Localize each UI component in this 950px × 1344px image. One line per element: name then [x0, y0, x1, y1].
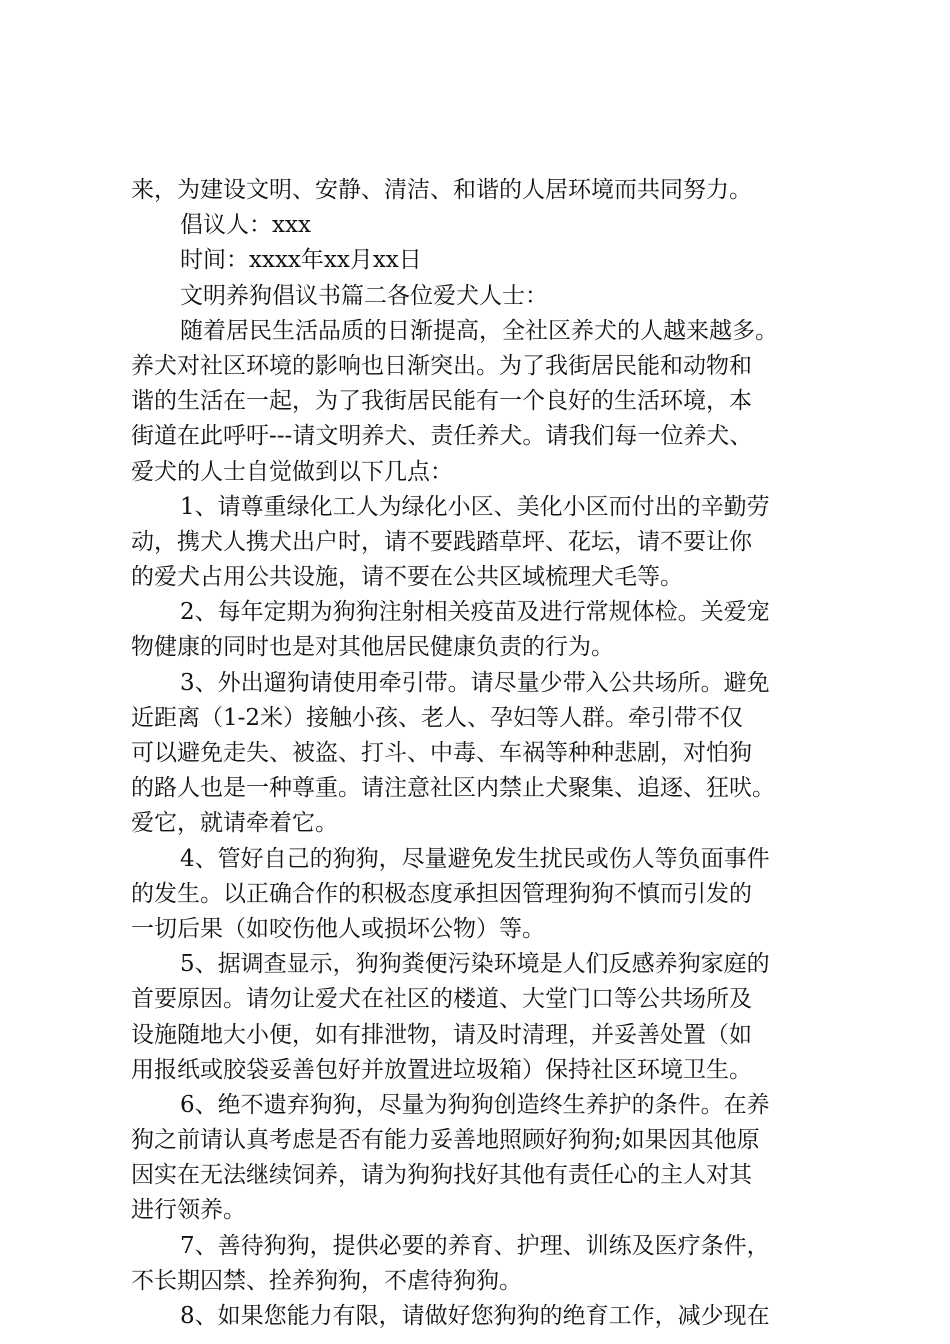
text-line: 文明养狗倡议书篇二各位爱犬人士： [180, 282, 548, 309]
text-line: 爱犬的人士自觉做到以下几点： [131, 458, 453, 485]
text-line: 时间：xxxx年xx月xx日 [180, 247, 422, 274]
text-line: 7、善待狗狗，提供必要的养育、护理、训练及医疗条件， [180, 1232, 770, 1259]
text-line: 5、据调查显示，狗狗粪便污染环境是人们反感养狗家庭的 [180, 951, 770, 978]
text-line: 的发生。以正确合作的积极态度承担因管理狗狗不慎而引发的 [131, 880, 752, 907]
text-line: 谐的生活在一起，为了我街居民能有一个良好的生活环境，本 [131, 388, 752, 415]
text-line: 爱它，就请牵着它。 [131, 810, 338, 837]
text-line: 用报纸或胶袋妥善包好并放置进垃圾箱）保持社区环境卫生。 [131, 1056, 752, 1083]
text-line: 进行领养。 [131, 1197, 246, 1224]
text-line: 的路人也是一种尊重。请注意社区内禁止犬聚集、追逐、狂吠。 [131, 775, 775, 802]
text-line: 来，为建设文明、安静、清洁、和谐的人居环境而共同努力。 [131, 177, 752, 203]
text-line: 2、每年定期为狗狗注射相关疫苗及进行常规体检。关爱宠 [180, 599, 770, 626]
text-line: 1、请尊重绿化工人为绿化小区、美化小区而付出的辛勤劳 [180, 493, 770, 520]
text-line: 一切后果（如咬伤他人或损坏公物）等。 [131, 915, 545, 942]
text-line: 倡议人：xxx [180, 212, 311, 239]
text-line: 因实在无法继续饲养，请为狗狗找好其他有责任心的主人对其 [131, 1162, 752, 1189]
text-line: 不长期囚禁、拴养狗狗，不虐待狗狗。 [131, 1267, 522, 1294]
text-line: 4、管好自己的狗狗，尽量避免发生扰民或伤人等负面事件 [180, 845, 770, 872]
text-line: 养犬对社区环境的影响也日渐突出。为了我街居民能和动物和 [131, 352, 752, 379]
text-line: 可以避免走失、被盗、打斗、中毒、车祸等种种悲剧，对怕狗 [131, 740, 752, 766]
text-line: 狗之前请认真考虑是否有能力妥善地照顾好狗狗;如果因其他原 [131, 1127, 760, 1154]
text-line: 设施随地大小便，如有排泄物，请及时清理，并妥善处置（如 [131, 1021, 752, 1048]
text-line: 近距离（1-2米）接触小孩、老人、孕妇等人群。牵引带不仅 [131, 704, 744, 731]
text-line: 的爱犬占用公共设施，请不要在公共区域梳理犬毛等。 [131, 564, 683, 591]
text-line: 动，携犬人携犬出户时，请不要践踏草坪、花坛，请不要让你 [131, 528, 752, 555]
document-body [131, 173, 861, 1334]
text-line: 3、外出遛狗请使用牵引带。请尽量少带入公共场所。避免 [180, 669, 770, 696]
text-line: 6、绝不遗弃狗狗，尽量为狗狗创造终生养护的条件。在养 [180, 1091, 770, 1118]
text-line: 街道在此呼吁---请文明养犬、责任养犬。请我们每一位养犬、 [131, 423, 753, 450]
text-line: 随着居民生活品质的日渐提高，全社区养犬的人越来越多。 [180, 317, 778, 344]
text-line: 首要原因。请勿让爱犬在社区的楼道、大堂门口等公共场所及 [131, 986, 752, 1013]
text-line: 8、如果您能力有限，请做好您狗狗的绝育工作，减少现在 [180, 1303, 770, 1329]
text-line: 物健康的同时也是对其他居民健康负责的行为。 [131, 634, 614, 661]
